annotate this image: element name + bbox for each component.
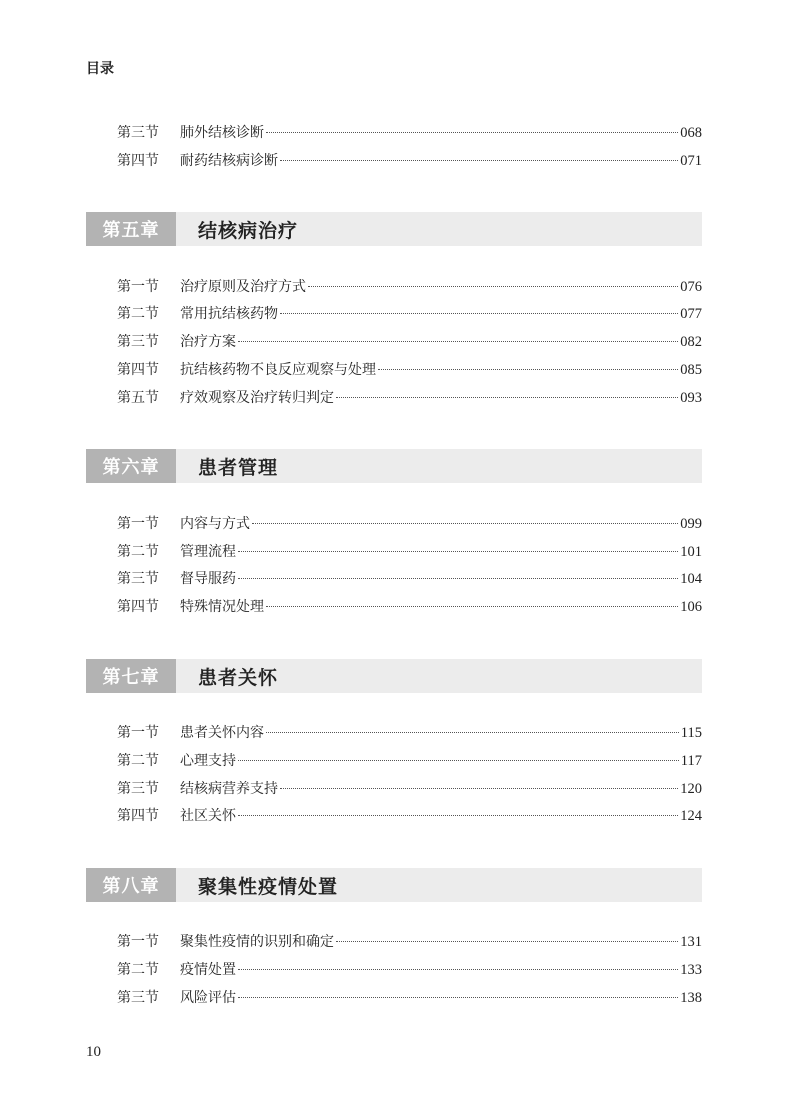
chapter-title: 患者管理 bbox=[198, 456, 279, 479]
dot-leader bbox=[308, 286, 678, 287]
toc-entry[interactable] bbox=[117, 987, 702, 1007]
toc-entry[interactable] bbox=[117, 541, 702, 561]
toc-entry[interactable] bbox=[117, 596, 702, 616]
section-number: 第三节 bbox=[117, 571, 159, 587]
section-title: 管理流程 bbox=[180, 544, 236, 560]
chapter-title: 聚集性疫情处置 bbox=[198, 875, 339, 898]
section-title: 疫情处置 bbox=[180, 962, 236, 978]
section-number: 第三节 bbox=[117, 125, 159, 141]
section-number: 第一节 bbox=[117, 516, 159, 532]
dot-leader bbox=[280, 788, 678, 789]
dot-leader bbox=[378, 369, 678, 370]
section-title: 常用抗结核药物 bbox=[180, 306, 278, 322]
section-page-number: 101 bbox=[680, 544, 702, 560]
section-page-number: 117 bbox=[680, 753, 702, 769]
section-number: 第三节 bbox=[117, 334, 159, 350]
toc-entry[interactable] bbox=[117, 359, 702, 379]
toc-entry[interactable] bbox=[117, 959, 702, 979]
dot-leader bbox=[280, 160, 678, 161]
section-title: 心理支持 bbox=[180, 753, 236, 769]
section-page-number: 082 bbox=[680, 334, 702, 350]
section-page-number: 106 bbox=[680, 599, 702, 615]
section-page-number: 068 bbox=[680, 125, 702, 141]
dot-leader bbox=[238, 969, 678, 970]
section-number: 第一节 bbox=[117, 279, 159, 295]
section-number: 第一节 bbox=[117, 934, 159, 950]
dot-leader bbox=[238, 578, 678, 579]
dot-leader bbox=[238, 551, 678, 552]
dot-leader bbox=[238, 341, 678, 342]
chapter-number: 第七章 bbox=[86, 659, 176, 693]
section-title: 疗效观察及治疗转归判定 bbox=[180, 390, 334, 406]
section-page-number: 131 bbox=[680, 934, 702, 950]
toc-entry[interactable] bbox=[117, 722, 702, 742]
section-page-number: 085 bbox=[680, 362, 702, 378]
section-title: 风险评估 bbox=[180, 990, 236, 1006]
dot-leader bbox=[266, 132, 678, 133]
section-title: 聚集性疫情的识别和确定 bbox=[180, 934, 334, 950]
section-title: 督导服药 bbox=[180, 571, 236, 587]
chapter-heading[interactable] bbox=[86, 449, 702, 483]
toc-entry[interactable] bbox=[117, 122, 702, 142]
chapter-number: 第六章 bbox=[86, 449, 176, 483]
toc-entry[interactable] bbox=[117, 513, 702, 533]
toc-entry[interactable] bbox=[117, 303, 702, 323]
section-number: 第四节 bbox=[117, 153, 159, 169]
dot-leader bbox=[266, 606, 678, 607]
section-number: 第二节 bbox=[117, 753, 159, 769]
toc-entry[interactable] bbox=[117, 778, 702, 798]
chapter-heading[interactable] bbox=[86, 659, 702, 693]
section-number: 第四节 bbox=[117, 599, 159, 615]
section-page-number: 124 bbox=[680, 808, 702, 824]
section-number: 第二节 bbox=[117, 962, 159, 978]
section-page-number: 099 bbox=[680, 516, 702, 532]
section-title: 抗结核药物不良反应观察与处理 bbox=[180, 362, 376, 378]
section-title: 结核病营养支持 bbox=[180, 781, 278, 797]
section-page-number: 071 bbox=[680, 153, 702, 169]
chapter-title: 结核病治疗 bbox=[198, 219, 299, 242]
section-title: 社区关怀 bbox=[180, 808, 236, 824]
section-page-number: 133 bbox=[680, 962, 702, 978]
section-title: 治疗原则及治疗方式 bbox=[180, 279, 306, 295]
section-number: 第二节 bbox=[117, 544, 159, 560]
chapter-heading[interactable] bbox=[86, 212, 702, 246]
chapter-number: 第八章 bbox=[86, 868, 176, 902]
section-title: 特殊情况处理 bbox=[180, 599, 264, 615]
dot-leader bbox=[238, 997, 678, 998]
chapter-title: 患者关怀 bbox=[198, 666, 279, 689]
toc-entry[interactable] bbox=[117, 150, 702, 170]
section-title: 耐药结核病诊断 bbox=[180, 153, 278, 169]
section-title: 内容与方式 bbox=[180, 516, 250, 532]
dot-leader bbox=[266, 732, 679, 733]
section-page-number: 076 bbox=[680, 279, 702, 295]
dot-leader bbox=[280, 313, 678, 314]
chapter-heading[interactable] bbox=[86, 868, 702, 902]
toc-entry[interactable] bbox=[117, 805, 702, 825]
toc-entry[interactable] bbox=[117, 750, 702, 770]
section-title: 治疗方案 bbox=[180, 334, 236, 350]
section-page-number: 120 bbox=[680, 781, 702, 797]
section-number: 第三节 bbox=[117, 990, 159, 1006]
section-number: 第四节 bbox=[117, 808, 159, 824]
section-number: 第三节 bbox=[117, 781, 159, 797]
section-page-number: 138 bbox=[680, 990, 702, 1006]
section-page-number: 115 bbox=[680, 725, 702, 741]
dot-leader bbox=[336, 941, 678, 942]
toc-entry[interactable] bbox=[117, 931, 702, 951]
section-page-number: 077 bbox=[680, 306, 702, 322]
toc-entry[interactable] bbox=[117, 276, 702, 296]
section-number: 第四节 bbox=[117, 362, 159, 378]
page-number: 10 bbox=[86, 1044, 101, 1060]
dot-leader bbox=[336, 397, 678, 398]
toc-entry[interactable] bbox=[117, 387, 702, 407]
dot-leader bbox=[252, 523, 678, 524]
dot-leader bbox=[238, 815, 678, 816]
section-number: 第二节 bbox=[117, 306, 159, 322]
toc-entry[interactable] bbox=[117, 568, 702, 588]
toc-entry[interactable] bbox=[117, 331, 702, 351]
section-page-number: 104 bbox=[680, 571, 702, 587]
section-number: 第五节 bbox=[117, 390, 159, 406]
dot-leader bbox=[238, 760, 679, 761]
section-number: 第一节 bbox=[117, 725, 159, 741]
section-page-number: 093 bbox=[680, 390, 702, 406]
page-header-title: 目录 bbox=[86, 61, 114, 77]
section-title: 肺外结核诊断 bbox=[180, 125, 264, 141]
chapter-number: 第五章 bbox=[86, 212, 176, 246]
section-title: 患者关怀内容 bbox=[180, 725, 264, 741]
